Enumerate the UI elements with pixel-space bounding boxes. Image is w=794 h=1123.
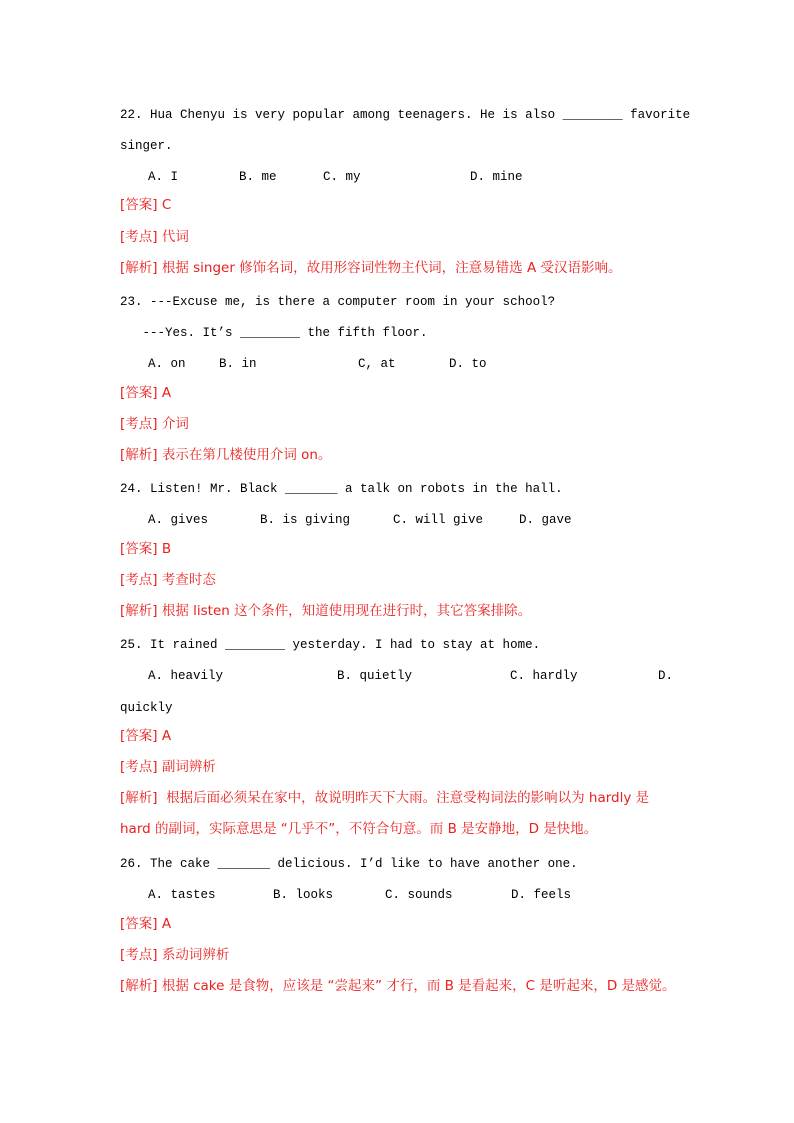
option-d: D. to <box>449 357 487 371</box>
answer-line: [答案] B <box>120 541 172 557</box>
option-b: B. quietly <box>337 669 413 683</box>
option-c: C. my <box>323 170 361 184</box>
point-line: [考点] 副词辨析 <box>120 759 216 775</box>
option-c: C. hardly <box>510 669 578 683</box>
question-stem-line: 25. It rained ________ yesterday. I had to stay at home. <box>120 638 541 652</box>
explain-line: [解析] 根据后面必须呆在家中，故说明昨天下大雨。注意受构词法的影响以为 hardly 是 <box>120 790 650 806</box>
option-a: A. I <box>148 170 179 184</box>
option-c: C. will give <box>393 513 484 527</box>
explain-line: [解析] 根据 listen 这个条件，知道使用现在进行时，其它答案排除。 <box>120 603 532 619</box>
option-a: A. on <box>148 357 186 371</box>
explain-line: [解析] 表示在第几楼使用介词 on。 <box>120 447 332 463</box>
question-stem-line: 26. The cake _______ delicious. I’d like to have another one. <box>120 857 578 871</box>
answer-line: [答案] A <box>120 916 172 932</box>
answer-line: [答案] A <box>120 728 172 744</box>
point-line: [考点] 考查时态 <box>120 572 216 588</box>
question-stem-line: 24. Listen! Mr. Black _______ a talk on robots in the hall. <box>120 482 563 496</box>
option-a: A. tastes <box>148 888 216 902</box>
option-d: D. feels <box>511 888 572 902</box>
option-b: B. me <box>239 170 277 184</box>
option-b: B. is giving <box>260 513 351 527</box>
answer-line: [答案] A <box>120 385 172 401</box>
option-c: C, at <box>358 357 396 371</box>
explain-line: hard 的副词，实际意思是 “几乎不”，不符合句意。而 B 是安静地，D 是快地。 <box>120 821 598 837</box>
explain-line: [解析] 根据 singer 修饰名词，故用形容词性物主代词，注意易错选 A 受汉语影响。 <box>120 260 622 276</box>
question-stem-line: ---Yes. It’s ________ the fifth floor. <box>120 326 428 340</box>
option-d-continuation: quickly <box>120 701 173 715</box>
option-a: A. heavily <box>148 669 224 683</box>
option-d: D. gave <box>519 513 572 527</box>
point-line: [考点] 代词 <box>120 229 189 245</box>
option-d: D. mine <box>470 170 523 184</box>
point-line: [考点] 介词 <box>120 416 189 432</box>
point-line: [考点] 系动词辨析 <box>120 947 230 963</box>
option-c: C. sounds <box>385 888 453 902</box>
explain-line: [解析] 根据 cake 是食物，应该是 “尝起来” 才行，而 B 是看起来，C 是听起来，D 是感觉。 <box>120 978 676 994</box>
option-a: A. gives <box>148 513 209 527</box>
option-b: B. in <box>219 357 257 371</box>
option-b: B. looks <box>273 888 334 902</box>
question-stem-line: singer. <box>120 139 173 153</box>
option-d: D. <box>658 669 674 683</box>
question-stem-line: 23. ---Excuse me, is there a computer room in your school? <box>120 295 556 309</box>
question-stem-line: 22. Hua Chenyu is very popular among teenagers. He is also ________ favorite <box>120 108 691 122</box>
answer-line: [答案] C <box>120 197 172 213</box>
